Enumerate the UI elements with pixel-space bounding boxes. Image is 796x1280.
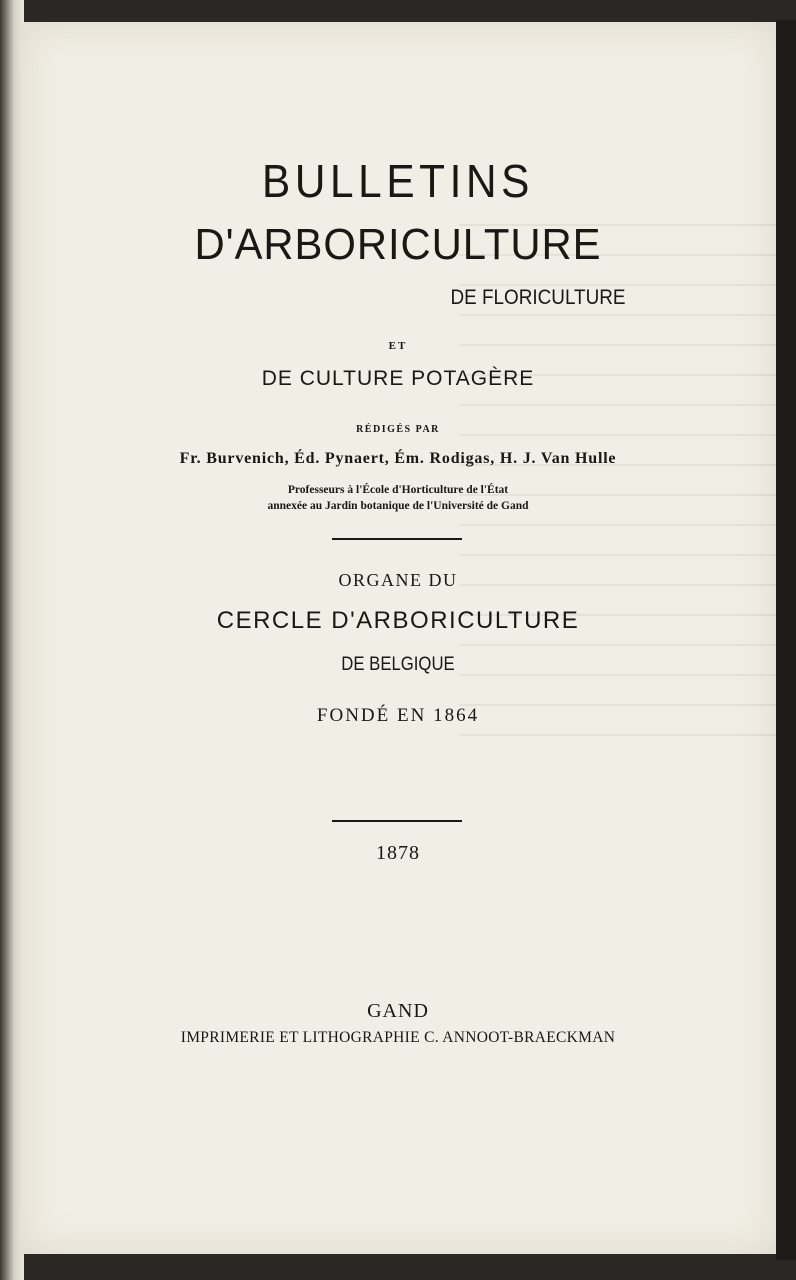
title-line-3: DE FLORICULTURE: [450, 286, 626, 309]
affiliation: [0, 482, 796, 514]
publication-year: 1878: [376, 842, 420, 864]
society-country: DE BELGIQUE: [341, 654, 455, 675]
title-line-1: BULLETINS: [262, 155, 534, 207]
society-name: CERCLE D'ARBORICULTURE: [216, 607, 580, 634]
organ-label: ORGANE DU: [338, 570, 458, 590]
publication-city: GAND: [367, 1000, 429, 1022]
affiliation-line-2: annexée au Jardin botanique de l'Université de Gand: [267, 500, 529, 512]
founded-date: FONDÉ EN 1864: [316, 705, 480, 726]
title-line-2: D'ARBORICULTURE: [194, 220, 602, 269]
book-gutter: [0, 0, 24, 1280]
affiliation-line-1: Professeurs à l'École d'Horticulture de l'État: [287, 484, 509, 496]
authors: Fr. Burvenich, Éd. Pynaert, Ém. Rodigas, H. J. Van Hulle: [179, 450, 617, 467]
book-edge: [776, 20, 796, 1260]
conjunction: ET: [388, 340, 408, 352]
printer-name: IMPRIMERIE ET LITHOGRAPHIE C. ANNOOT-BRAECKMAN: [180, 1029, 616, 1046]
divider-rule: [332, 538, 462, 540]
divider-rule: [332, 820, 462, 822]
redaction-label: RÉDIGÉS PAR: [356, 424, 440, 435]
title-line-4: DE CULTURE POTAGÈRE: [261, 367, 535, 390]
